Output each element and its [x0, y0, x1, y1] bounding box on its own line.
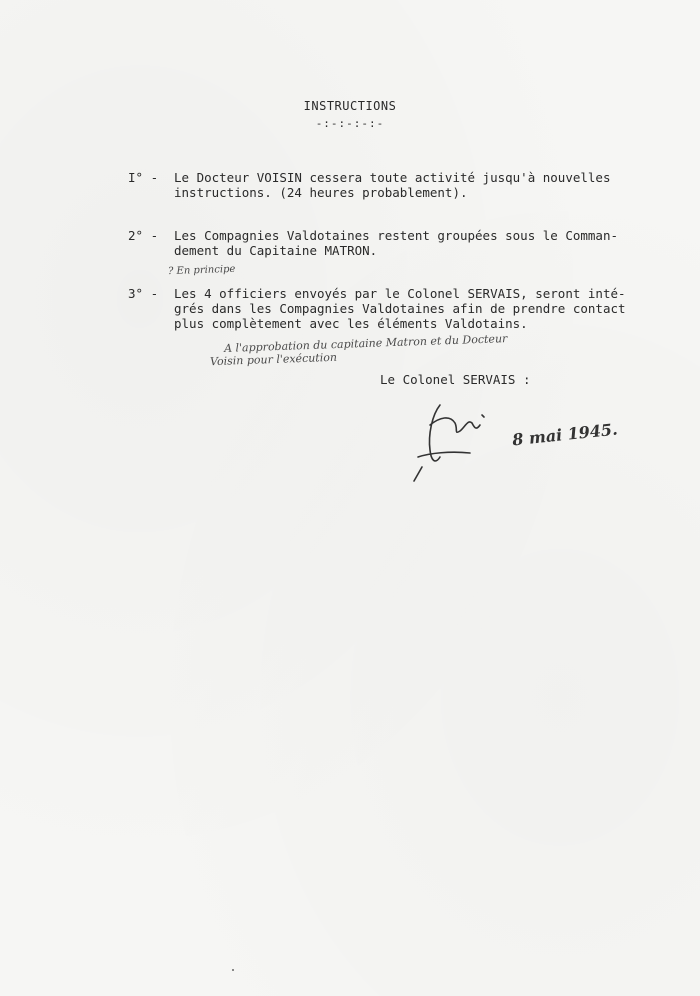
item-line: Les Compagnies Valdotaines restent groupées sous le Comman- [174, 228, 619, 243]
item-number: I° - [128, 170, 159, 185]
handwritten-note-en-principe: ? En principe [167, 263, 236, 278]
item-number: 2° - [128, 228, 159, 243]
item-line: grés dans les Compagnies Valdotaines afin de prendre contact [174, 301, 626, 316]
item-number: 3° - [128, 286, 159, 301]
handwritten-note-approbation: A l'approbation du capitaine Matron et du Docteur [223, 332, 508, 355]
item-line: plus complètement avec les éléments Valdotains. [174, 316, 528, 331]
item-text [174, 286, 686, 331]
item-line: Le Docteur VOISIN cessera toute activité jusqu'à nouvelles [174, 170, 611, 185]
item-text [174, 170, 686, 200]
document-title: INSTRUCTIONS [303, 99, 397, 113]
paper-speck [232, 969, 234, 971]
item-line: dement du Capitaine MATRON. [174, 243, 378, 258]
item-text [174, 228, 686, 258]
item-line: Les 4 officiers envoyés par le Colonel SERVAIS, seront inté- [174, 286, 626, 301]
handwritten-note-execution: Voisin pour l'exécution [209, 350, 338, 369]
item-line: instructions. (24 heures probablement). [174, 185, 468, 200]
title-rule: -:-:-:-:- [315, 117, 385, 130]
handwritten-signature [410, 395, 510, 485]
signature-date: 8 mai 1945. [511, 419, 619, 450]
signature-label: Le Colonel SERVAIS : [380, 372, 531, 387]
